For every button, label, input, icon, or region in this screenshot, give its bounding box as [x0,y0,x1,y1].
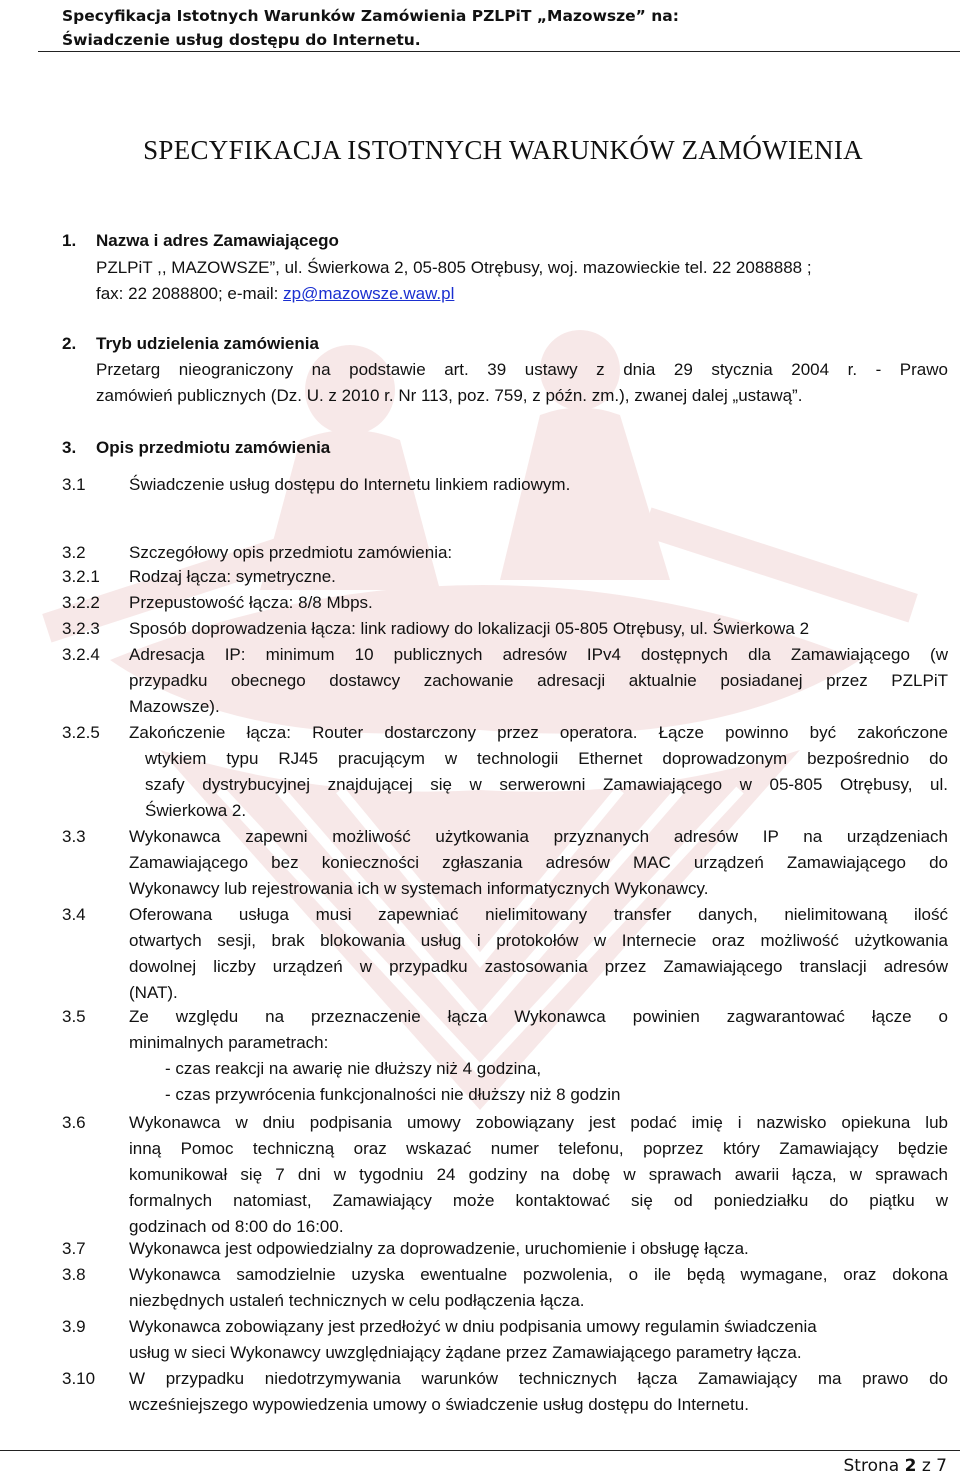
item-text-line: W przypadku niedotrzymywania warunków technicznych łącza Zamawiający ma prawo do [129,1369,948,1388]
section-1-address: PZLPiT ,, MAZOWSZE”, ul. Świerkowa 2, 05-805 Otrębusy, woj. mazowieckie tel. 22 2088888 ; [96,258,812,277]
fax-text: fax: 22 2088800; e-mail: [96,284,284,303]
item-text-line: usług w sieci Wykonawcy uwzględniający żądane przez Zamawiającego parametry łącza. [129,1343,802,1362]
item-text-line: szafy dystrybucyjnej znajdującej się w serwerowni Zamawiającego w 05-805 Otrębusy, ul. [145,775,948,794]
item-text-line: Wykonawca zapewni możliwość użytkowania przyznanych adresów IP na urządzeniach [129,827,948,846]
section-1-heading: Nazwa i adres Zamawiającego [96,231,339,250]
document-title: SPECYFIKACJA ISTOTNYCH WARUNKÓW ZAMÓWIENIA [143,135,863,165]
item-text-line: Sposób doprowadzenia łącza: link radiowy do lokalizacji 05-805 Otrębusy, ul. Świerkowa 2 [129,619,810,638]
section-2-number: 2. [62,334,77,353]
item-number: 3.5 [62,1007,86,1026]
item-text-line: Oferowana usługa musi zapewniać nielimitowany transfer danych, nielimitowaną ilość [129,905,948,924]
item-number: 3.4 [62,905,86,924]
item-number: 3.2.2 [62,593,100,612]
email-link[interactable]: zp@mazowsze.waw.pl [283,284,455,303]
section-3-number: 3. [62,438,77,457]
item-text-line: Zakończenie łącza: Router dostarczony przez operatora. Łącze powinno być zakończone [129,723,948,742]
item-text-line: Zamawiającego bez konieczności zgłaszania adresów MAC urządzeń Zamawiającego do [129,853,948,872]
item-text-line: Wykonawca samodzielnie uzyska ewentualne pozwolenia, o ile będą wymagane, oraz dokona [129,1265,948,1284]
section-1-number: 1. [62,231,77,250]
section-3-heading: Opis przedmiotu zamówienia [96,438,331,457]
footer-current-page: 2 [904,1456,917,1476]
item-number: 3.2.3 [62,619,100,638]
item-text-line: przypadku obecnego dostawcy zachowanie adresacji aktualnie posiadanej przez PZLPiT [129,671,948,690]
item-text-line: - czas reakcji na awarię nie dłuższy niż 4 godzina, [165,1059,542,1078]
item-number: 3.10 [62,1369,96,1388]
item-number: 3.2.5 [62,723,100,742]
item-number: 3.9 [62,1317,86,1336]
item-number: 3.2.4 [62,645,100,664]
item-number: 3.7 [62,1239,86,1258]
item-number: 3.1 [62,475,86,494]
item-text-line: Wykonawca w dniu podpisania umowy zobowiązany jest podać imię i nazwisko opiekuna lub [129,1113,948,1132]
item-text-line: Wykonawca zobowiązany jest przedłożyć w dniu podpisania umowy regulamin świadczenia [129,1317,817,1336]
item-text-line: Szczegółowy opis przedmiotu zamówienia: [129,543,453,562]
item-text-line: formalnych natomiast, Zamawiający może kontaktować się od poniedziałku do piątku w [129,1191,948,1210]
section-2-line-1: Przetarg nieograniczony na podstawie art. 39 ustawy z dnia 29 stycznia 2004 r. - Prawo [96,360,948,379]
header-line-1: Specyfikacja Istotnych Warunków Zamówienia PZLPiT „Mazowsze” na: [62,7,679,25]
section-2-heading: Tryb udzielenia zamówienia [96,334,319,353]
item-text-line: Mazowsze). [129,697,220,716]
page-footer [844,1456,948,1476]
item-text-line: Adresacja IP: minimum 10 publicznych adresów IPv4 dostępnych dla Zamawiającego (w [129,645,948,664]
footer-divider [0,1450,960,1451]
item-text-line: godzinach od 8:00 do 16:00. [129,1217,344,1236]
item-text-line: dowolnej liczby urządzeń w przypadku zastosowania przez Zamawiającego translacji adresów [129,957,948,976]
item-text-line: minimalnych parametrach: [129,1033,329,1052]
item-number: 3.2 [62,543,86,562]
header-line-2: Świadczenie usług dostępu do Internetu. [62,31,421,49]
item-number: 3.8 [62,1265,86,1284]
item-text-line: Rodzaj łącza: symetryczne. [129,567,336,586]
item-text-line: Wykonawca jest odpowiedzialny za doprowadzenie, uruchomienie i obsługę łącza. [129,1239,749,1258]
item-text-line: Świadczenie usług dostępu do Internetu linkiem radiowym. [129,475,571,494]
item-number: 3.6 [62,1113,86,1132]
item-text-line: wtykiem typu RJ45 pracującym w technologii Ethernet doprowadzonym bezpośrednio do [145,749,948,768]
document-header [62,4,679,52]
section-1-contact [96,283,454,304]
item-text-line: komunikował się 7 dni w tygodniu 24 godziny na dobę w sprawach awarii łącza, w sprawach [129,1165,948,1184]
item-text-line: (NAT). [129,983,178,1002]
item-text-line: inną Pomoc techniczną oraz wskazać numer telefonu, poprzez który Zamawiający będzie [129,1139,948,1158]
item-text-line: niezbędnych ustaleń technicznych w celu podłączenia łącza. [129,1291,585,1310]
footer-sep: z [921,1456,931,1476]
section-2-line-2: zamówień publicznych (Dz. U. z 2010 r. Nr 113, poz. 759, z późn. zm.), zwanej dalej „ustawą”. [96,386,803,405]
item-text-line: otwartych sesji, brak blokowania usług i protokołów w Internecie oraz możliwość użytkowania [129,931,948,950]
item-text-line: wcześniejszego wypowiedzenia umowy o świadczenie usług dostępu do Internetu. [129,1395,749,1414]
header-divider [38,51,960,52]
footer-label: Strona [843,1456,900,1476]
item-text-line: Ze względu na przeznaczenie łącza Wykonawca powinien zagwarantować łącze o [129,1007,948,1026]
item-text-line: Przepustowość łącza: 8/8 Mbps. [129,593,373,612]
item-text-line: - czas przywrócenia funkcjonalności nie dłuższy niż 8 godzin [165,1085,621,1104]
item-number: 3.2.1 [62,567,100,586]
item-text-line: Wykonawcy lub rejestrowania ich w systemach informatycznych Wykonawcy. [129,879,709,898]
item-text-line: Świerkowa 2. [145,801,247,820]
footer-total-pages: 7 [936,1456,947,1476]
item-number: 3.3 [62,827,86,846]
